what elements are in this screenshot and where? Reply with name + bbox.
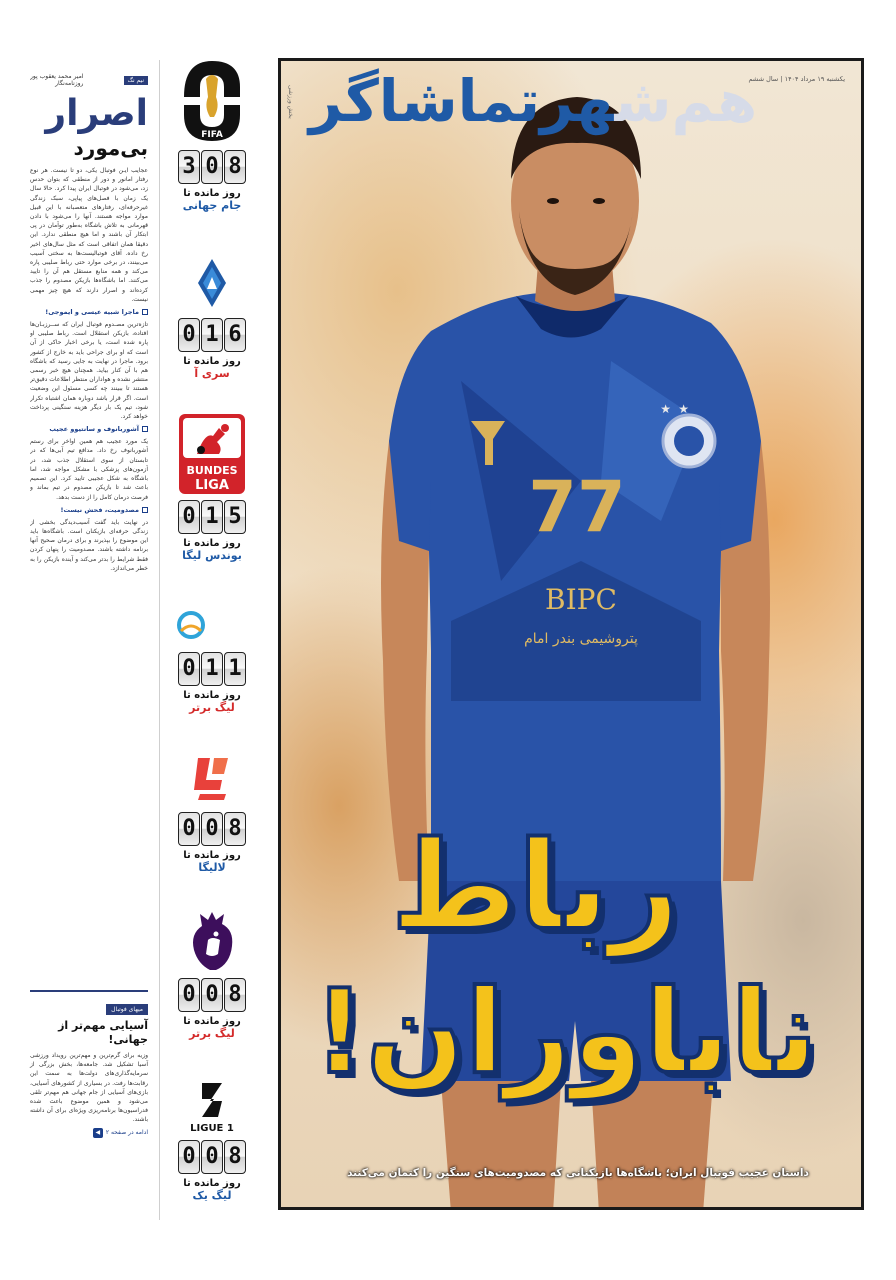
author-role: روزنامه‌نگار xyxy=(55,80,84,87)
days-left-label: روز مانده تا xyxy=(183,690,241,701)
countdown-strip xyxy=(166,56,258,1226)
svg-text:LIGA: LIGA xyxy=(195,478,229,493)
section-text: در نهایت باید گفت آسیب‌دیدگی بخشی از زندگی حرفه‌ای بازیکنان است. باشگاه‌ها باید این موضوع را بپذیرند و برای درمان صحیح آنها برنامه داشته باشند. مصدومیت را پنهان کردن فقط شرایط را بدتر می‌کند و آینده بازیکن را به خطر می‌اندازد. xyxy=(30,518,148,572)
sponsor-tagline: پتروشیمی بندر امام xyxy=(524,631,638,647)
section-text: تازه‌ترین مصـدوم فوتبال ایران که ســرزبـان‌ها افتاده، بازیکن استقلال است. رباط صلیبی او پاره شده است، یا برخی اخبار حاکی از آن است که او برای جراحی باید به خارج از کشور برود. ماجرا در نهایت به جایی رسید که باشگاه هم با آن کنار بیاید. همچنان هیچ خبر رسمی منتشر نشده و هواداران منتظر اطلاعات دقیق‌تر هستند تا ببینند چه کسی مسئول این وضعیت است. اگر قرار باشد دوباره همان اشتباه تکرار شود، تیم یک بار دیگر هزینه سنگینی پرداخت خواهد کرد. xyxy=(30,321,148,421)
headline-line-1: رباط xyxy=(391,815,680,957)
persian-gulf-league-logo-icon xyxy=(166,602,258,648)
column-divider xyxy=(159,60,160,1220)
days-left-label: روز مانده تا xyxy=(183,356,241,367)
section-heading: مصدومیت، فحش نیست! xyxy=(30,506,148,514)
box-tag: میهای فوتبال xyxy=(106,1004,148,1015)
countdown-bundesliga xyxy=(166,412,258,562)
event-name: سری آ xyxy=(194,367,230,380)
headline-line-2: ناباوران! xyxy=(313,965,818,1100)
news-box xyxy=(30,990,148,1220)
laliga-logo-icon xyxy=(166,748,258,808)
bullet-square-icon xyxy=(142,507,148,513)
days-left-label: روز مانده تا xyxy=(183,538,241,549)
column-title: اصرار xyxy=(45,93,148,134)
countdown-digits: 0 0 8 xyxy=(166,812,258,846)
event-name: لیگ یک xyxy=(192,1189,232,1202)
fifa-world-cup-logo-icon xyxy=(166,56,258,146)
premier-league-lion-icon xyxy=(166,908,258,974)
days-left-label: روز مانده تا xyxy=(183,188,241,199)
countdown-world-cup xyxy=(166,56,258,212)
countdown-digits: 0 1 6 xyxy=(166,318,258,352)
days-left-label: روز مانده تا xyxy=(183,1178,241,1189)
days-left-label: روز مانده تا xyxy=(183,1016,241,1027)
vertical-note: بخش ورزشی xyxy=(287,85,294,119)
continue-link[interactable]: ادامه در صفحه ۲ ◀ xyxy=(30,1128,148,1138)
box-title: آسیایی مهم‌تر از جهانی! xyxy=(58,1019,148,1046)
section-text: یک مورد عجیب هم همین اواخر برای رستم آشوربانوف رخ داد. مدافع تیم آبی‌ها که در تابستان از سوی استقلال جذب شد، در آزمون‌های پزشکی با مشکل مواجه شد، اما باشگاه به شکل عجیبی تایید کرد. این تصمیم باعث شد تا بازیکن مصدوم در تیم بماند و فرصت درمان کامل را از دست بدهد. xyxy=(30,438,148,501)
arrow-icon: ◀ xyxy=(93,1128,103,1138)
column-intro: عجایب ایـن فوتبال یکی، دو تا نیست. هر نوع رفتار امانور و دور از منطقی که بتوان حدس زد، می‌شود در فوتبال ایران پیدا کرد. حالا سال یک زمان با فصل‌های پیاپی، سبک زندگی غیرحرفه‌ای، رفتارهای متعصبانه با این قبیل موارد مواجه هستند. آنها را می‌شود با دادن قهرمانی به تلاش باشگاه به‌طور تواَمان در پی ابتکار آن باشند و اما هیچ منطقی ندارد. این دقیقا همان اتفاقی است که مثل سال‌های اخیر رخ داده. آقای فوتبالیست‌ها به سختی آسیب می‌بینند، در برخی موارد حتی رباط صلیبی پاره می‌کند و همه منابع مستقل هم آن را تایید می‌کنند. اما باشگاه‌ها بازیکن مصدوم را جذب کرده‌اند و اصرار دارند که هیچ چیز مهمی نیست. xyxy=(30,167,148,303)
sponsor-logo-text: BIPC xyxy=(545,583,617,616)
event-name: لیگ برتر xyxy=(189,1027,235,1040)
countdown-serie-a xyxy=(166,252,258,380)
event-name: بوندس لیگا xyxy=(182,549,242,562)
countdown-persian-gulf-league xyxy=(166,602,258,714)
section-heading: ماجرا شبیه عیسی و ایموجی! xyxy=(30,308,148,316)
countdown-digits: 0 1 1 xyxy=(166,652,258,686)
countdown-digits: 3 0 8 xyxy=(166,150,258,184)
issue-date: یکشنبه ۱۹ مرداد ۱۴۰۴ | سال ششم xyxy=(748,75,845,83)
serie-a-logo-icon xyxy=(166,252,258,314)
countdown-digits: 0 0 8 xyxy=(166,1140,258,1174)
countdown-digits: 0 0 8 xyxy=(166,978,258,1012)
author-info xyxy=(30,73,83,87)
countdown-premier-league xyxy=(166,908,258,1040)
svg-text:FIFA: FIFA xyxy=(201,130,223,140)
bullet-square-icon xyxy=(142,426,148,432)
bullet-square-icon xyxy=(142,309,148,315)
section-heading: آشوربانوف و سانتیوو عجیب xyxy=(30,425,148,433)
countdown-digits: 0 1 5 xyxy=(166,500,258,534)
svg-text:★: ★ xyxy=(678,402,689,416)
svg-text:★: ★ xyxy=(660,402,671,416)
countdown-laliga xyxy=(166,748,258,874)
jersey-number: 77 xyxy=(528,466,626,548)
ligue-1-logo-icon xyxy=(166,1076,258,1136)
svg-text:BUNDES: BUNDES xyxy=(186,464,238,477)
column-header xyxy=(30,72,148,88)
event-name: جام جهانی xyxy=(182,199,242,212)
newspaper-masthead: هم‌شهرتماشاگر xyxy=(309,67,758,135)
column-subtitle: بی‌مورد xyxy=(73,136,148,160)
cover-illustration xyxy=(278,58,864,1210)
rubric-tag: نیم نگ xyxy=(124,76,148,85)
bundesliga-logo-icon xyxy=(166,412,258,496)
days-left-label: روز مانده تا xyxy=(183,850,241,861)
svg-text:LIGUE 1: LIGUE 1 xyxy=(190,1123,234,1133)
event-name: لیگ برتر xyxy=(189,701,235,714)
author-name: امیر محمد یعقوب پور xyxy=(30,72,84,80)
subheadline: داستان عجیب فوتبال ایران؛ باشگاه‌ها بازیکنانی که مصدومیت‌های سنگین را کتمان می‌کنند xyxy=(347,1167,809,1179)
countdown-ligue-1 xyxy=(166,1076,258,1202)
box-text: وزیه برای گرم‌ترین و مهم‌ترین رویداد ورزشی آسیا تشکیل شد. جامعه‌ها، بخش بزرگی از سرمایه‌گذاری‌های دولت‌ها به سمت این رقابت‌ها رفت. در بسیاری از کشورهای آسیایی، بازی‌های آسیایی از جام جهانی هم مهم‌تر تلقی می‌شود و همین موضوع باعث شده فدراسیون‌ها برنامه‌ریزی ویژه‌ای برای آن داشته باشند. xyxy=(30,1052,148,1124)
event-name: لالیگا xyxy=(198,861,226,874)
